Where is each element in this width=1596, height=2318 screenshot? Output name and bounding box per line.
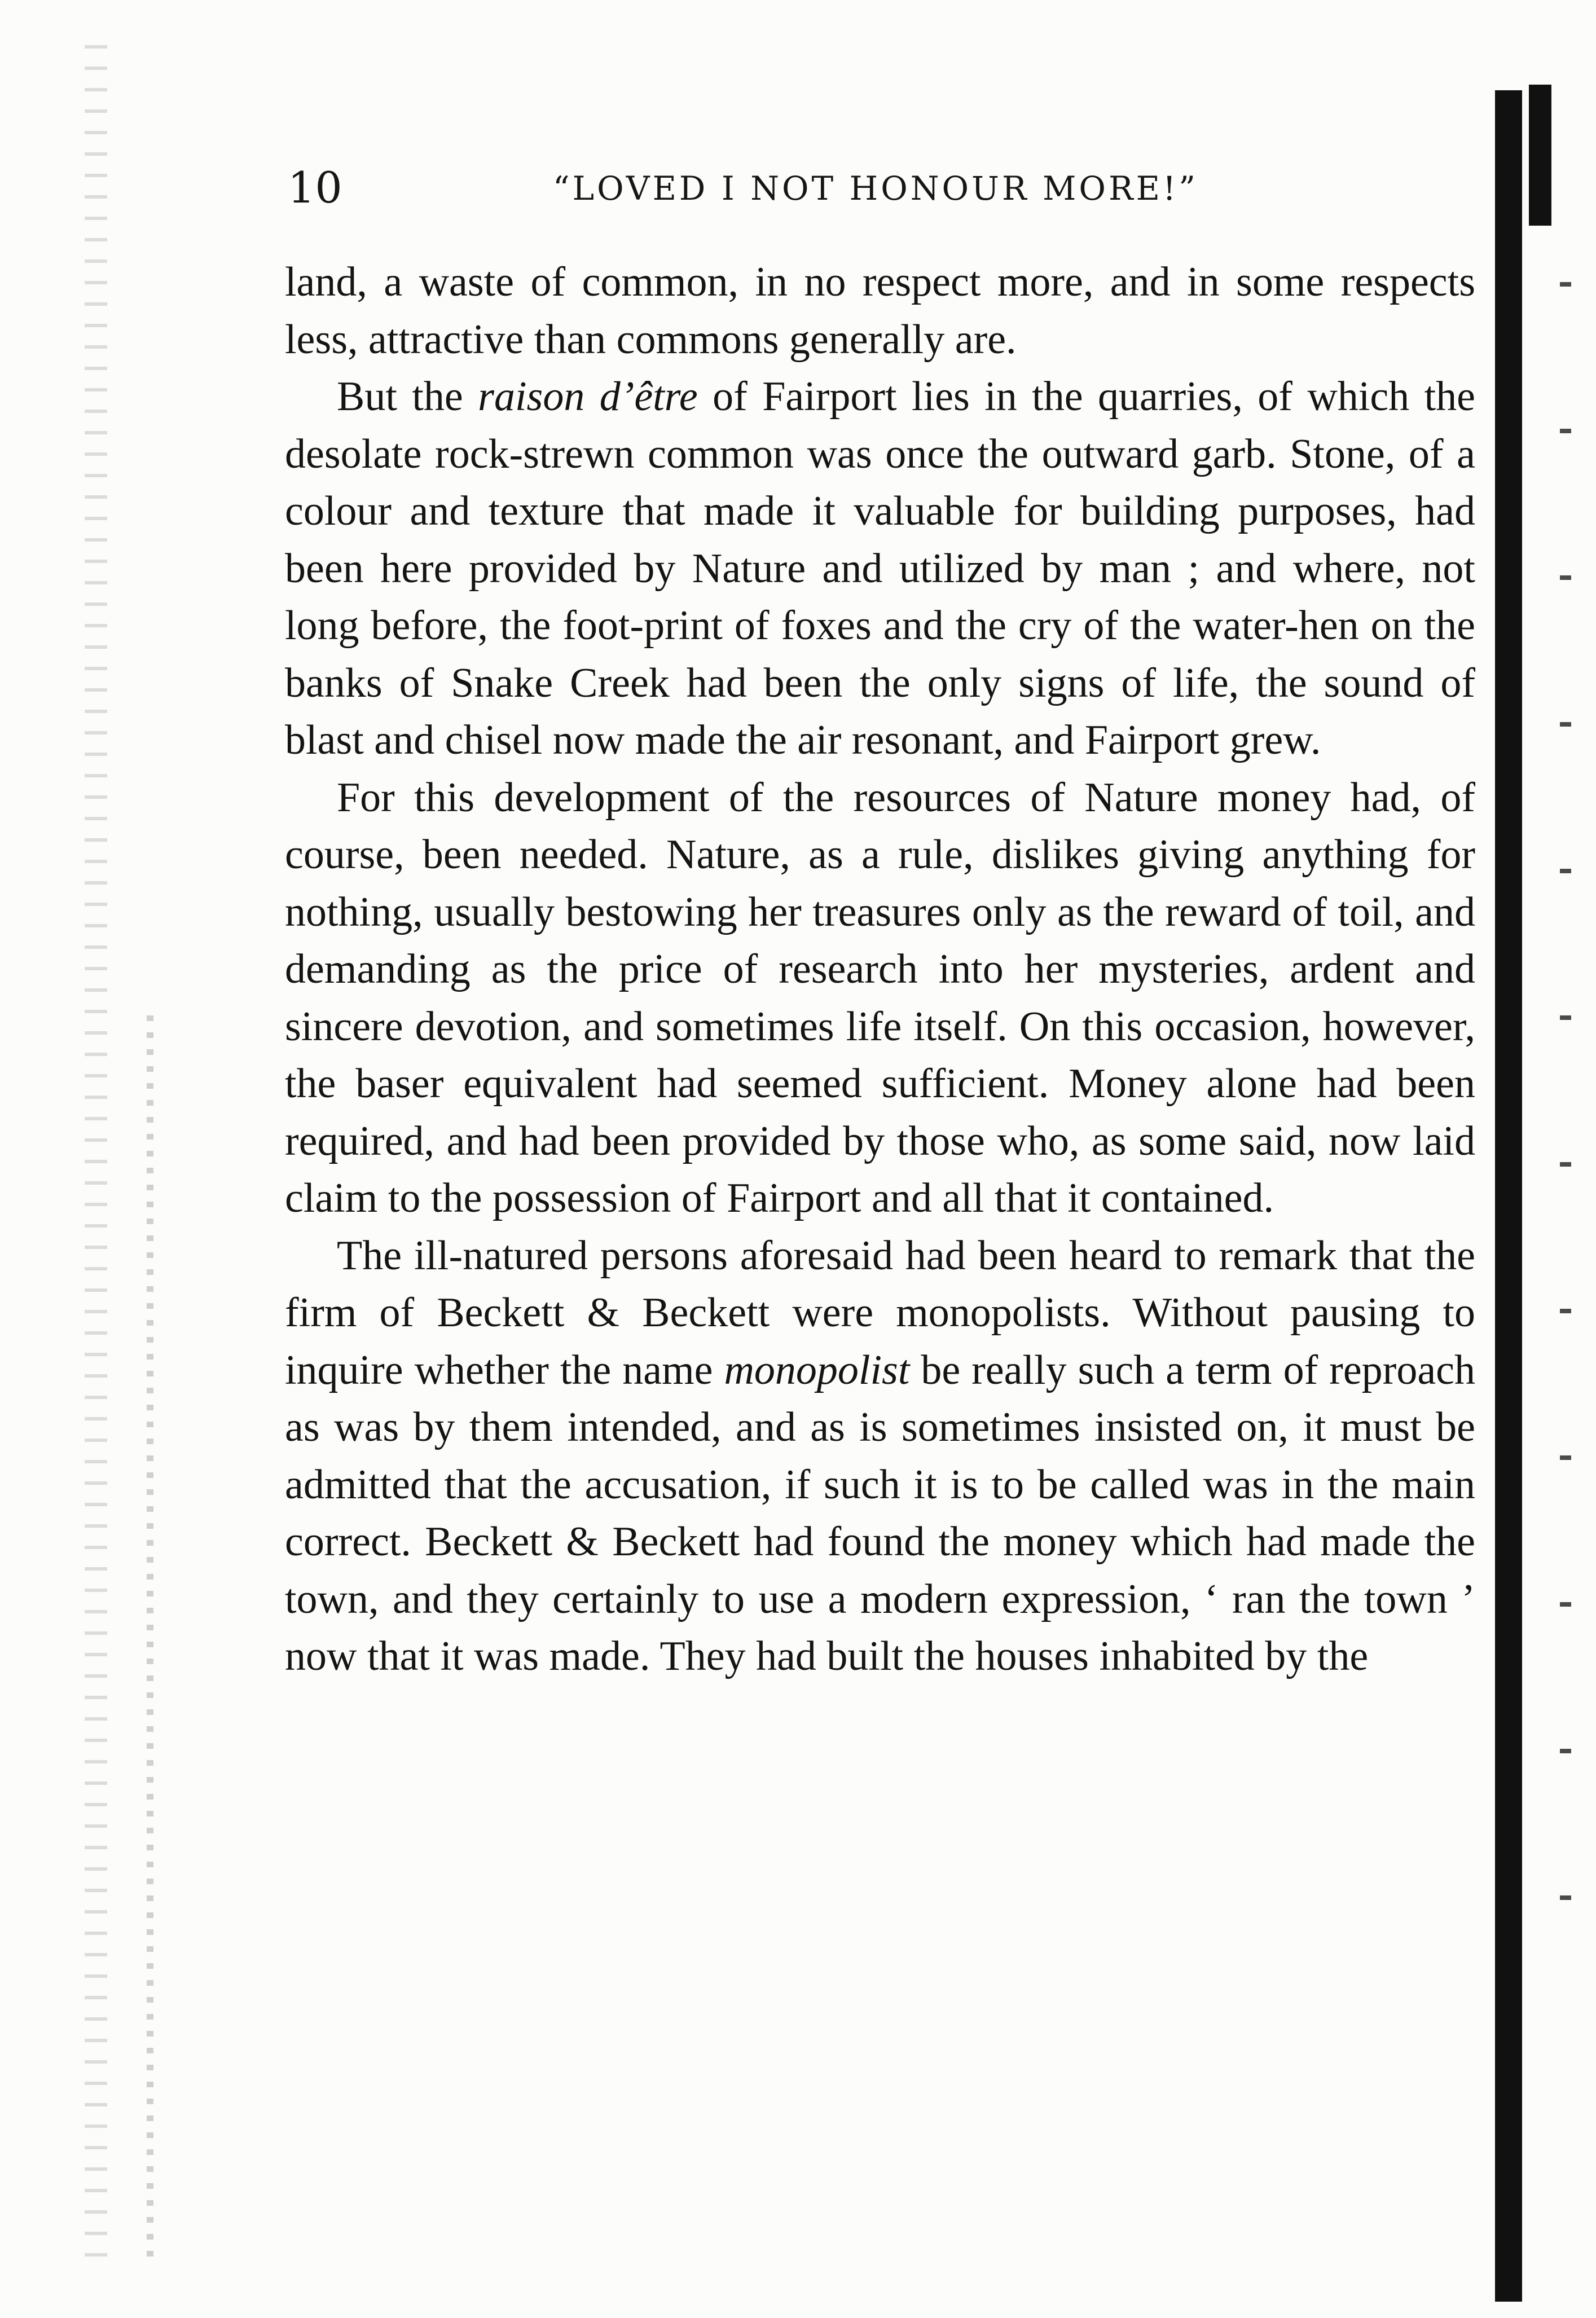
page-edge-shadow: [1495, 90, 1522, 2302]
page-number: 10: [288, 162, 342, 213]
text-run: But the: [337, 373, 478, 420]
running-title: “LOVED I NOT HONOUR MORE!”: [553, 169, 1198, 208]
binding-gutter-shadow: [85, 45, 107, 2273]
page-edge-shadow-top: [1529, 85, 1551, 226]
text-run: land, a waste of common, in no respect more, and in some respects less, attractive than commons generally are.: [285, 259, 1475, 363]
text-run: be really such a term of reproach as was by them intended, and as is sometimes insisted on, it must be admitted that the accusation, if such it is to be called was in the main correct. Beckett & Beckett had found the money which had made the town, and they certainly to use a modern expression, ‘ ran the town ’ now that it was made. They had built the houses inhabited by the: [285, 1347, 1476, 1679]
body-text: [285, 254, 1475, 1686]
text-run: For this development of the resources of Nature money had, of course, been needed. Nature, as a rule, dislikes giving anything for nothing, usually bestowing her treasures only as the reward of toil, and demanding as the price of research into her mysteries, ardent and sincere devotion, and sometimes life itself. On this occasion, however, the baser equivalent had seemed sufficient. Money alone had been required, and had been provided by those who, as some said, now laid claim to the possession of Fairport and all that it contained.: [285, 774, 1475, 1221]
page-edge-specks: [1560, 282, 1571, 2031]
running-head: [288, 157, 1360, 219]
italic-phrase: monopolist: [724, 1347, 910, 1393]
binding-gutter-marks: [147, 1015, 153, 2257]
paragraph: [285, 1228, 1475, 1686]
text-run: The ill-natured persons aforesaid had been heard to remark that the firm of Beckett & Beckett were monopolists. Without pausing to inquire whether the name: [285, 1232, 1475, 1393]
paragraph: [285, 769, 1475, 1228]
paragraph: [285, 368, 1475, 769]
text-run: of Fairport lies in the quarries, of which the desolate rock-strewn common was once the outward garb. Stone, of a colour and texture that made it valuable for building purposes, had been here provided by Nature and utilized by man ; and where, not long before, the foot-print of foxes and the cry of the water-hen on the banks of Snake Creek had been the only signs of life, the sound of blast and chisel now made the air resonant, and Fairport grew.: [285, 373, 1475, 763]
italic-phrase: raison d’être: [478, 373, 698, 420]
paragraph: [285, 254, 1475, 368]
